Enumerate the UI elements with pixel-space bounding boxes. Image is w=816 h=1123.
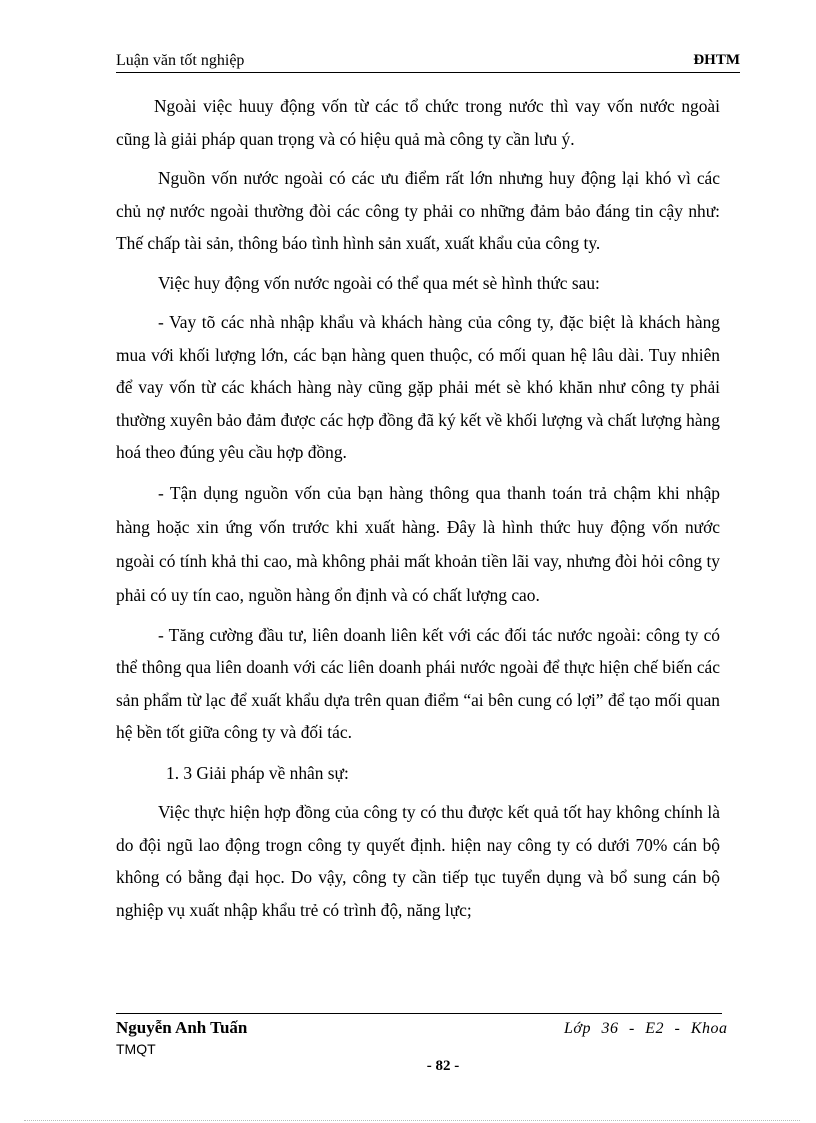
paragraph-personnel: Việc thực hiện hợp đồng của công ty có thu được kết quả tốt hay không chính là do đội ngũ lao động trogn công ty quyết định. hiện nay công ty có dưới 70% cán bộ không có bằng đại học. Do vậy, công ty cần tiếp tục tuyển dụng và bổ sung cán bộ nghiệp vụ xuất nhập khẩu trẻ có trình độ, năng lực; <box>116 802 720 920</box>
header-university: ĐHTM <box>693 52 740 68</box>
section-heading-personnel: 1. 3 Giải pháp về nhân sự: <box>166 762 349 783</box>
page-number: - 82 - <box>426 1058 460 1074</box>
list-item-importer-loans: - Vay tõ các nhà nhập khẩu và khách hàng của công ty, đặc biệt là khách hàng mua với khối lượng lớn, các bạn hàng quen thuộc, có mối quan hệ lâu dài. Tuy nhiên để vay vốn từ các khách hàng này cũng gặp phải mét sè khó khăn như công ty phải thường xuyên bảo đảm được các hợp đồng đã ký kết về khối lượng và chất lượng hàng hoá theo đúng yêu cầu hợp đồng. <box>116 312 720 462</box>
paragraph-forms-intro: Việc huy động vốn nước ngoài có thể qua mét sè hình thức sau: <box>158 272 600 293</box>
paragraph-foreign-capital: Nguồn vốn nước ngoài có các ưu điểm rất lớn nhưng huy động lại khó vì các chủ nợ nước ngoài thường đòi các công ty phải co những đảm bảo đáng tin cậy như: Thế chấp tài sản, thông báo tình hình sản xuất, xuất khẩu của công ty. <box>116 168 720 253</box>
footer-department: TMQT <box>116 1041 156 1057</box>
page-bottom-edge <box>24 1120 800 1121</box>
body-text <box>116 90 720 926</box>
footer-author: Nguyễn Anh Tuấn <box>116 1018 248 1037</box>
list-item-deferred-payment: - Tận dụng nguồn vốn của bạn hàng thông qua thanh toán trả chậm khi nhập hàng hoặc xin ứng vốn trước khi xuất hàng. Đây là hình thức huy động vốn nước ngoài có tính khả thi cao, mà không phải mất khoản tiền lãi vay, nhưng đòi hỏi công ty phải có uy tín cao, nguồn hàng ổn định và có chất lượng cao. <box>116 482 720 605</box>
footer-divider <box>116 1013 722 1014</box>
footer-class: Lớp 36 - E2 - Khoa <box>564 1020 728 1037</box>
paragraph-foreign-loans: Ngoài việc huuy động vốn từ các tổ chức trong nước thì vay vốn nước ngoài cũng là giải pháp quan trọng và có hiệu quả mà công ty cần lưu ý. <box>116 96 720 149</box>
list-item-joint-venture: - Tăng cường đầu tư, liên doanh liên kết với các đối tác nước ngoài: công ty có thể thông qua liên doanh với các liên doanh phái nước ngoài để thực hiện chế biến các sản phẩm từ lạc để xuất khẩu dựa trên quan điểm “ai bên cung có lợi” để tạo mối quan hệ bền tốt giữa công ty và đối tác. <box>116 624 720 742</box>
page-header <box>116 52 740 73</box>
header-thesis-title: Luận văn tốt nghiệp <box>116 52 245 69</box>
